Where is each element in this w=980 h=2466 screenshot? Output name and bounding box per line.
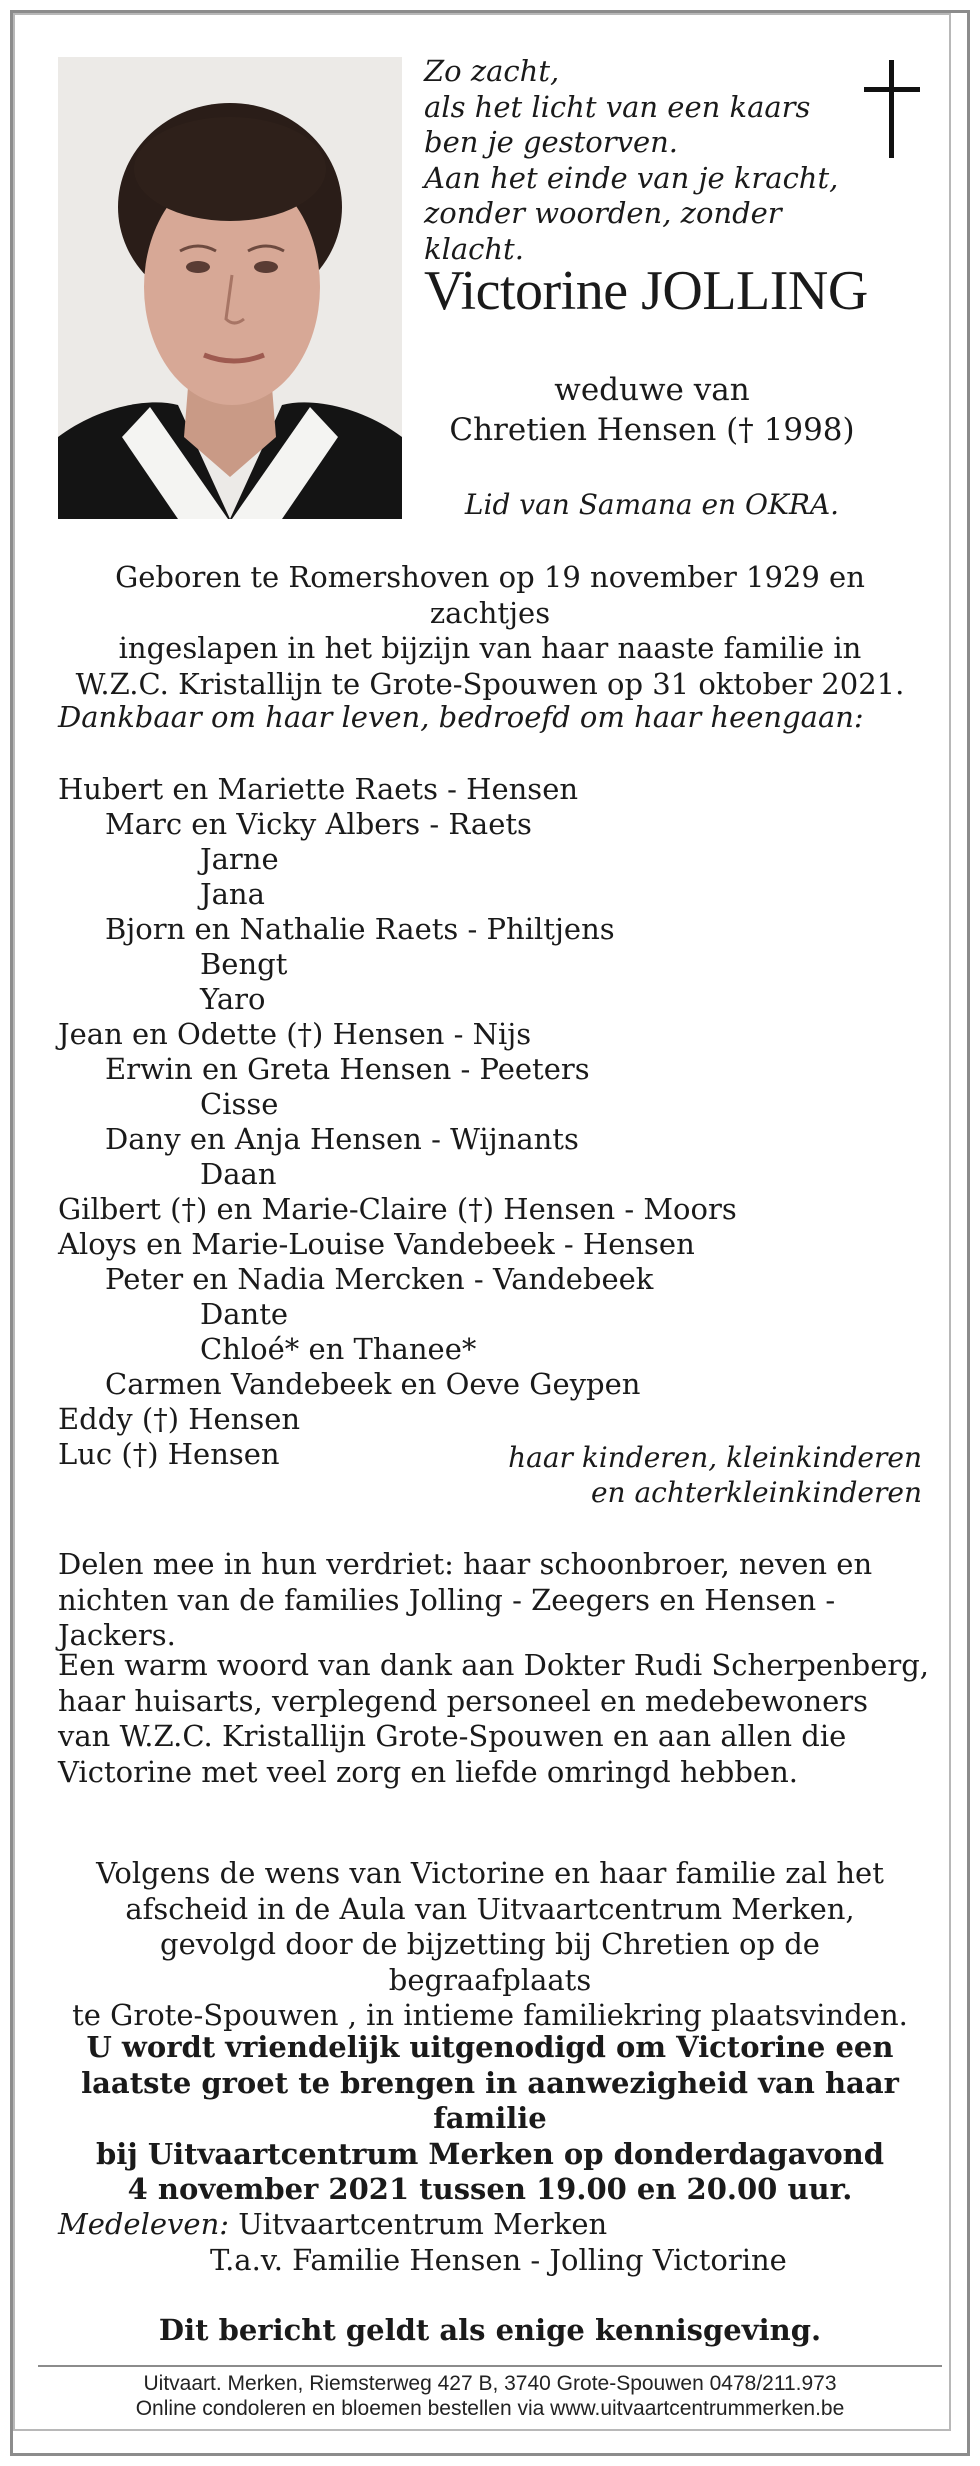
thanks-text — [58, 1648, 938, 1790]
grateful-line: Dankbaar om haar leven, bedroefd om haar heengaan: — [58, 700, 864, 734]
family-member: Hubert en Mariette Raets - Hensen — [58, 772, 579, 806]
family-member: Carmen Vandebeek en Oeve Geypen — [105, 1367, 641, 1401]
membership: Lid van Samana en OKRA. — [464, 488, 840, 521]
family-member: Dany en Anja Hensen - Wijnants — [105, 1122, 579, 1156]
wish-line: gevolgd door de bijzetting bij Chretien op de begraafplaats — [160, 1927, 820, 1997]
poem-line: Aan het einde van je kracht, — [424, 160, 839, 195]
family-member: Jarne — [200, 842, 279, 876]
family-member: Eddy (†) Hensen — [58, 1402, 301, 1436]
footer-website: Online condoleren en bloemen bestellen via www.uitvaartcentrummerken.be — [135, 2397, 845, 2420]
footer-divider — [38, 2365, 942, 2367]
born-line: Geboren te Romershoven op 19 november 1929 en zachtjes — [115, 560, 865, 630]
poem-line: als het licht van een kaars — [424, 89, 811, 124]
footer — [38, 2371, 942, 2421]
poem-line: ben je gestorven. — [424, 125, 679, 159]
thanks-line: Een warm woord van dank aan Dokter Rudi Scherpenberg, — [58, 1648, 930, 1682]
birth-death-text — [58, 560, 922, 702]
relation-note — [508, 1440, 922, 1510]
family-member: Marc en Vicky Albers - Raets — [105, 807, 532, 841]
family-member: Daan — [200, 1157, 277, 1191]
footer-address: Uitvaart. Merken, Riemsterweg 427 B, 3740 Grote-Spouwen 0478/211.973 — [143, 2372, 837, 2395]
farewell-invitation — [58, 2030, 922, 2208]
family-member: Jana — [200, 877, 265, 911]
invite-line: laatste groet te brengen in aanwezigheid van haar familie — [81, 2065, 899, 2135]
thanks-line: van W.Z.C. Kristallijn Grote-Spouwen en aan allen die — [58, 1719, 847, 1753]
family-member: Erwin en Greta Hensen - Peeters — [105, 1052, 590, 1086]
condolences — [58, 2206, 787, 2278]
family-member: Jean en Odette (†) Hensen - Nijs — [58, 1017, 532, 1051]
condolences-address-1: Uitvaartcentrum Merken — [238, 2207, 608, 2241]
deceased-name: Victorine JOLLING — [424, 260, 868, 322]
family-member: Peter en Nadia Mercken - Vandebeek — [105, 1262, 654, 1296]
relation-line: en achterkleinkinderen — [590, 1476, 922, 1509]
family-member: Cisse — [200, 1087, 279, 1121]
invite-line: 4 november 2021 tussen 19.00 en 20.00 uur. — [127, 2172, 853, 2206]
spouse-name: Chretien Hensen († 1998) — [449, 412, 855, 448]
wish-line: Volgens de wens van Victorine en haar familie zal het — [96, 1856, 884, 1890]
born-line: W.Z.C. Kristallijn te Grote-Spouwen op 31 oktober 2021. — [75, 666, 905, 701]
wish-line: te Grote-Spouwen , in intieme familiekring plaatsvinden. — [72, 1998, 908, 2032]
family-member: Chloé* en Thanee* — [200, 1332, 477, 1366]
invite-line: U wordt vriendelijk uitgenodigd om Victorine een — [86, 2030, 894, 2064]
share-line: Delen mee in hun verdriet: haar schoonbroer, neven en — [58, 1547, 873, 1581]
poem-line: Zo zacht, — [424, 54, 560, 88]
born-line: ingeslapen in het bijzijn van haar naaste familie in — [118, 631, 862, 665]
family-member: Gilbert (†) en Marie-Claire (†) Hensen - Moors — [58, 1192, 737, 1226]
family-member: Aloys en Marie-Louise Vandebeek - Hensen — [58, 1227, 695, 1261]
widow-label: weduwe van — [554, 372, 750, 408]
family-member: Bengt — [200, 947, 288, 981]
family-member: Yaro — [200, 982, 266, 1016]
family-member: Bjorn en Nathalie Raets - Philtjens — [105, 912, 615, 946]
portrait-photo — [58, 57, 402, 519]
funeral-wish — [58, 1856, 922, 2034]
cross-icon — [864, 60, 920, 164]
share-text — [58, 1547, 938, 1654]
family-member: Luc (†) Hensen — [58, 1437, 280, 1471]
relation-line: haar kinderen, kleinkinderen — [508, 1441, 922, 1474]
condolences-address-2: T.a.v. Familie Hensen - Jolling Victorine — [210, 2243, 787, 2277]
condolences-label: Medeleven: — [58, 2207, 230, 2241]
poem — [424, 54, 844, 267]
thanks-line: Victorine met veel zorg en liefde omringd hebben. — [58, 1754, 798, 1789]
family-member: Dante — [200, 1297, 289, 1331]
share-line: nichten van de families Jolling - Zeegers en Hensen - Jackers. — [58, 1582, 836, 1652]
poem-line: zonder woorden, zonder klacht. — [424, 196, 782, 266]
widow-of — [424, 370, 880, 450]
thanks-line: haar huisarts, verplegend personeel en medebewoners — [58, 1683, 869, 1718]
invite-line: bij Uitvaartcentrum Merken op donderdagavond — [95, 2136, 885, 2171]
wish-line: afscheid in de Aula van Uitvaartcentrum Merken, — [125, 1891, 855, 1926]
notice: Dit bericht geldt als enige kennisgeving. — [158, 2313, 822, 2347]
